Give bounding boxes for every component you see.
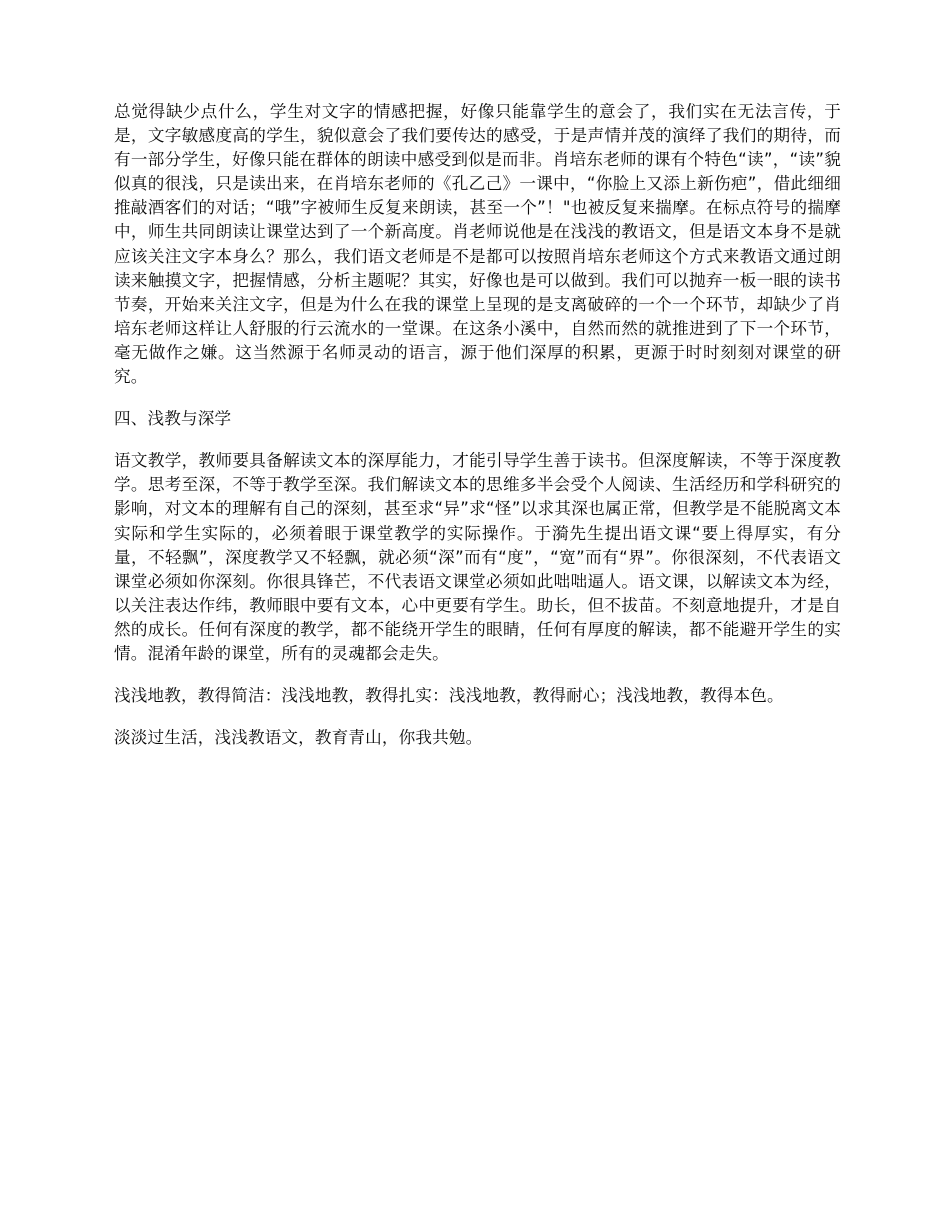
body-paragraph: 语文教学，教师要具备解读文本的深厚能力，才能引导学生善于读书。但深度解读，不等于深度教学。思考至深，不等于教学至深。我们解读文本的思维多半会受个人阅读、生活经历和学科研究的影响，对文本的理解有自己的深刻，甚至求“异”求“怪”以求其深也属正常，但教学是不能脱离文本实际和学生实际的，必须着眼于课堂教学的实际操作。于漪先生提出语文课“要上得厚实，有分量，不轻飘”，深度教学又不轻飘，就必须“深”而有“度”，“宽”而有“界”。你很深刻，不代表语文课堂必须如你深刻。你很具锋芒，不代表语文课堂必须如此咄咄逼人。语文课，以解读文本为经，以关注表达作纬，教师眼中要有文本，心中更要有学生。助长，但不拔苗。不刻意地提升，才是自然的成长。任何有深度的教学，都不能绕开学生的眼睛，任何有厚度的解读，都不能避开学生的实情。混淆年龄的课堂，所有的灵魂都会走失。 bbox=[114, 451, 841, 663]
section-heading-four: 四、浅教与深学 bbox=[114, 409, 232, 429]
closing-statement-line: 浅浅地教，教得简洁：浅浅地教，教得扎实：浅浅地教，教得耐心；浅浅地教，教得本色。 bbox=[114, 686, 784, 706]
body-paragraph: 总觉得缺少点什么，学生对文字的情感把握，好像只能靠学生的意会了，我们实在无法言传，于是，文字敏感度高的学生，貌似意会了我们要传达的感受，于是声情并茂的演绎了我们的期待，而有一部分学生，好像只能在群体的朗读中感受到似是而非。肖培东老师的课有个特色“读”，“读”貌似真的很浅，只是读出来，在肖培东老师的《孔乙己》一课中，“你脸上又添上新伤疤”，借此细细推敲酒客们的对话；“哦”字被师生反复来朗读，甚至一个”！"也被反复来揣摩。在标点符号的揣摩中，师生共同朗读让课堂达到了一个新高度。肖老师说他是在浅浅的教语文，但是语文本身不是就应该关注文字本身么？那么，我们语文老师是不是都可以按照肖培东老师这个方式来教语文通过朗读来触摸文字，把握情感，分析主题呢？其实，好像也是可以做到。我们可以抛弃一板一眼的读书节奏，开始来关注文字，但是为什么在我的课堂上呈现的是支离破碎的一个一个环节，却缺少了肖培东老师这样让人舒服的行云流水的一堂课。在这条小溪中，自然而然的就推进到了下一个环节，毫无做作之嫌。这当然源于名师灵动的语言，源于他们深厚的积累，更源于时时刻刻对课堂的研究。 bbox=[114, 102, 841, 387]
document-text-column bbox=[114, 100, 841, 768]
closing-statement-line: 淡淡过生活，浅浅教语文，教育青山，你我共勉。 bbox=[114, 728, 483, 748]
